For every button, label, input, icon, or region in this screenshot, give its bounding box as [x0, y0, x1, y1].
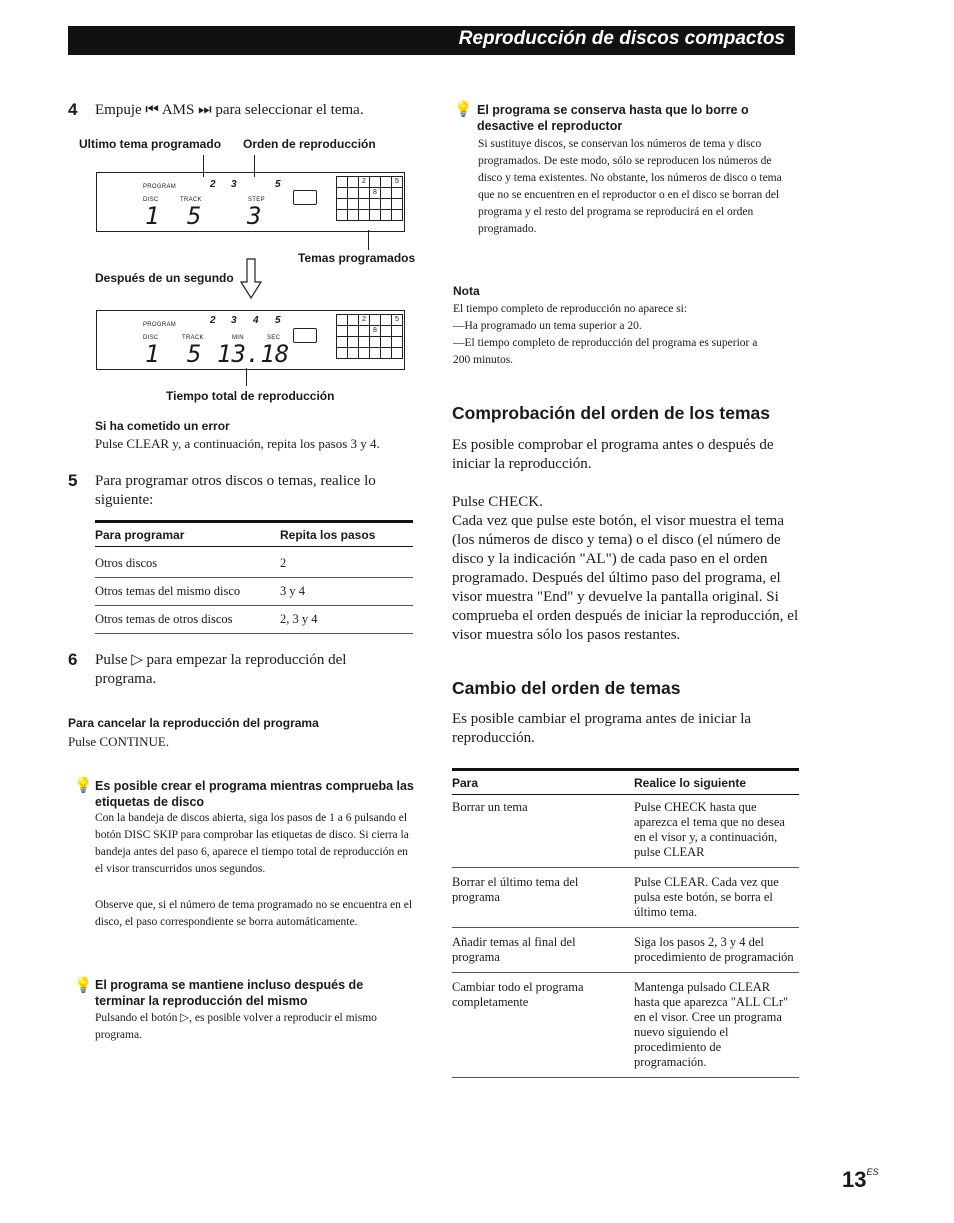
step-5-text: Para programar otros discos o temas, realice lo siguiente: [95, 473, 376, 508]
section-2-paragraph: Es posible cambiar el programa antes de iniciar la reproducción. [452, 711, 752, 746]
label-play-order: Orden de reproducción [243, 137, 376, 151]
tip-1-paragraph-2: Observe que, si el número de tema programado no se encuentra en el disco, el paso correspondiente se borra automáticamente. [95, 899, 413, 928]
error-text: Pulse CLEAR y, a continuación, repita los pasos 3 y 4. [95, 436, 380, 451]
lightbulb-icon: 💡 [74, 976, 93, 994]
table-row: Otros discos 2 [95, 547, 413, 578]
table-header: Para programar [95, 522, 280, 547]
program-indicator: PROGRAM [143, 184, 177, 190]
disc-digit: 1 [145, 340, 160, 368]
note-item: —Ha programado un tema superior a 20. [453, 320, 642, 332]
display-panel-1 [96, 172, 405, 232]
section-1-paragraph: Es posible comprobar el programa antes o después de iniciar la reproducción. [452, 437, 774, 472]
tip-1-paragraph-1: Con la bandeja de discos abierta, siga los pasos de 1 a 6 pulsando el botón DISC SKIP para comprobar las etiquetas de disco. Si cierra la bandeja antes del paso 6, aparece el tiempo total de reproducción en el visor transcurridos unos segundos. [95, 812, 409, 875]
disc-digit: 1 [145, 202, 160, 230]
header-bar [68, 26, 795, 55]
label-total-time: Tiempo total de reproducción [166, 389, 335, 403]
note-title: Nota [453, 284, 480, 298]
program-indicator: PROGRAM [143, 322, 177, 328]
step-4-text: Empuje ⏮ AMS ⏭ para seleccionar el tema. [95, 102, 364, 118]
program-number: 5 [275, 315, 281, 326]
min-indicator: MIN [232, 335, 244, 341]
lightbulb-icon: 💡 [74, 776, 93, 794]
label-programmed-tracks: Temas programados [298, 251, 416, 265]
table-row: Borrar el último tema del programa Pulse CLEAR. Cada vez que pulsa este botón, se borra el último tema. [452, 868, 799, 928]
table-header: Repita los pasos [280, 522, 413, 547]
tip-3-title: El programa se conserva hasta que lo borre o desactive el reproductor [477, 103, 749, 133]
note-item: —El tiempo completo de reproducción del programa es superior a 200 minutos. [453, 337, 758, 366]
table-header: Realice lo siguiente [634, 770, 799, 795]
cassette-icon [293, 190, 317, 205]
table-row: Otros temas de otros discos 2, 3 y 4 [95, 606, 413, 634]
step-4-number: 4 [68, 100, 78, 119]
table-row: Borrar un tema Pulse CHECK hasta que aparezca el tema que no desea en el visor y, a continuación, pulse CLEAR [452, 795, 799, 868]
track-indicator: TRACK [180, 197, 202, 203]
lightbulb-icon: 💡 [454, 100, 473, 118]
cassette-icon [293, 328, 317, 343]
step-6-text: Pulse ▷ para empezar la reproducción del programa. [95, 652, 347, 687]
program-number: 3 [231, 315, 237, 326]
track-digit: 5 [187, 340, 202, 368]
display-panel-2 [96, 310, 405, 370]
program-number: 3 [231, 179, 237, 190]
section-title-change-order: Cambio del orden de temas [452, 678, 681, 698]
step-digit: 3 [247, 202, 262, 230]
music-calendar: 2 5 8 [336, 176, 403, 221]
sec-indicator: SEC [267, 335, 281, 341]
change-program-table [452, 768, 799, 1078]
tip-2-title: El programa se mantiene incluso después de terminar la reproducción del mismo [95, 978, 364, 1008]
tip-3-text: Si sustituye discos, se conservan los números de tema y disco programados. De este modo, sólo se reproducen los números de disco y tema existentes. No obstante, los números de disco o tema que no se encuentren en el reproductor o en el disco se borran del programa y el resto del programa se reproducirá en el orden programado. [478, 138, 782, 235]
program-number: 5 [275, 179, 281, 190]
table-row: Otros temas del mismo disco 3 y 4 [95, 578, 413, 606]
label-last-programmed: Ultimo tema programado [79, 137, 222, 151]
label-after-one-second: Después de un segundo [95, 271, 234, 285]
program-number: 4 [253, 315, 259, 326]
note-intro: El tiempo completo de reproducción no aparece si: [453, 303, 688, 315]
section-1-paragraph: Cada vez que pulse este botón, el visor muestra el tema (los números de disco y tema) o el disco (el número de disco y la indicación "AL") de cada paso en el orden programado. Después del último paso del programa, el visor muestra "End" y devuelve la pantalla original. Si comprueba el orden después de iniciar la reproducción, el visor muestra sólo los pasos restantes. [452, 513, 799, 643]
page-number: $13^{ES}$ [842, 1167, 879, 1192]
section-1-paragraph: Pulse CHECK. [452, 494, 543, 510]
page-title: Reproducción de discos compactos [458, 28, 785, 49]
step-5-number: 5 [68, 471, 78, 490]
cancel-title: Para cancelar la reproducción del programa [68, 716, 319, 730]
disc-indicator: DISC [143, 197, 159, 203]
pointer-line [246, 368, 247, 386]
tip-2-text: Pulsando el botón ▷, es posible volver a reproducir el mismo programa. [95, 1012, 377, 1041]
cancel-text: Pulse CONTINUE. [68, 734, 170, 749]
track-digit: 5 [187, 202, 202, 230]
error-title: Si ha cometido un error [95, 419, 230, 433]
arrow-down-icon [240, 258, 262, 300]
track-indicator: TRACK [182, 335, 204, 341]
section-title-check-order: Comprobación del orden de los temas [452, 403, 770, 423]
step-6-number: 6 [68, 650, 78, 669]
table-row: Añadir temas al final del programa Siga los pasos 2, 3 y 4 del procedimiento de programación [452, 928, 799, 973]
program-number: 2 [210, 179, 216, 190]
disc-indicator: DISC [143, 335, 159, 341]
table-row: Cambiar todo el programa completamente Mantenga pulsado CLEAR hasta que aparezca "ALL CLr" en el visor. Cree un programa nuevo siguiendo el procedimiento de programación. [452, 973, 799, 1078]
pointer-line [368, 230, 369, 250]
tip-1-title: Es posible crear el programa mientras comprueba las etiquetas de disco [95, 779, 414, 809]
step-indicator: STEP [248, 197, 265, 203]
program-steps-table [95, 520, 413, 634]
program-number: 2 [210, 315, 216, 326]
table-header: Para [452, 770, 634, 795]
total-time-digits: 13.18 [217, 340, 290, 368]
music-calendar: 2 5 8 [336, 314, 403, 359]
